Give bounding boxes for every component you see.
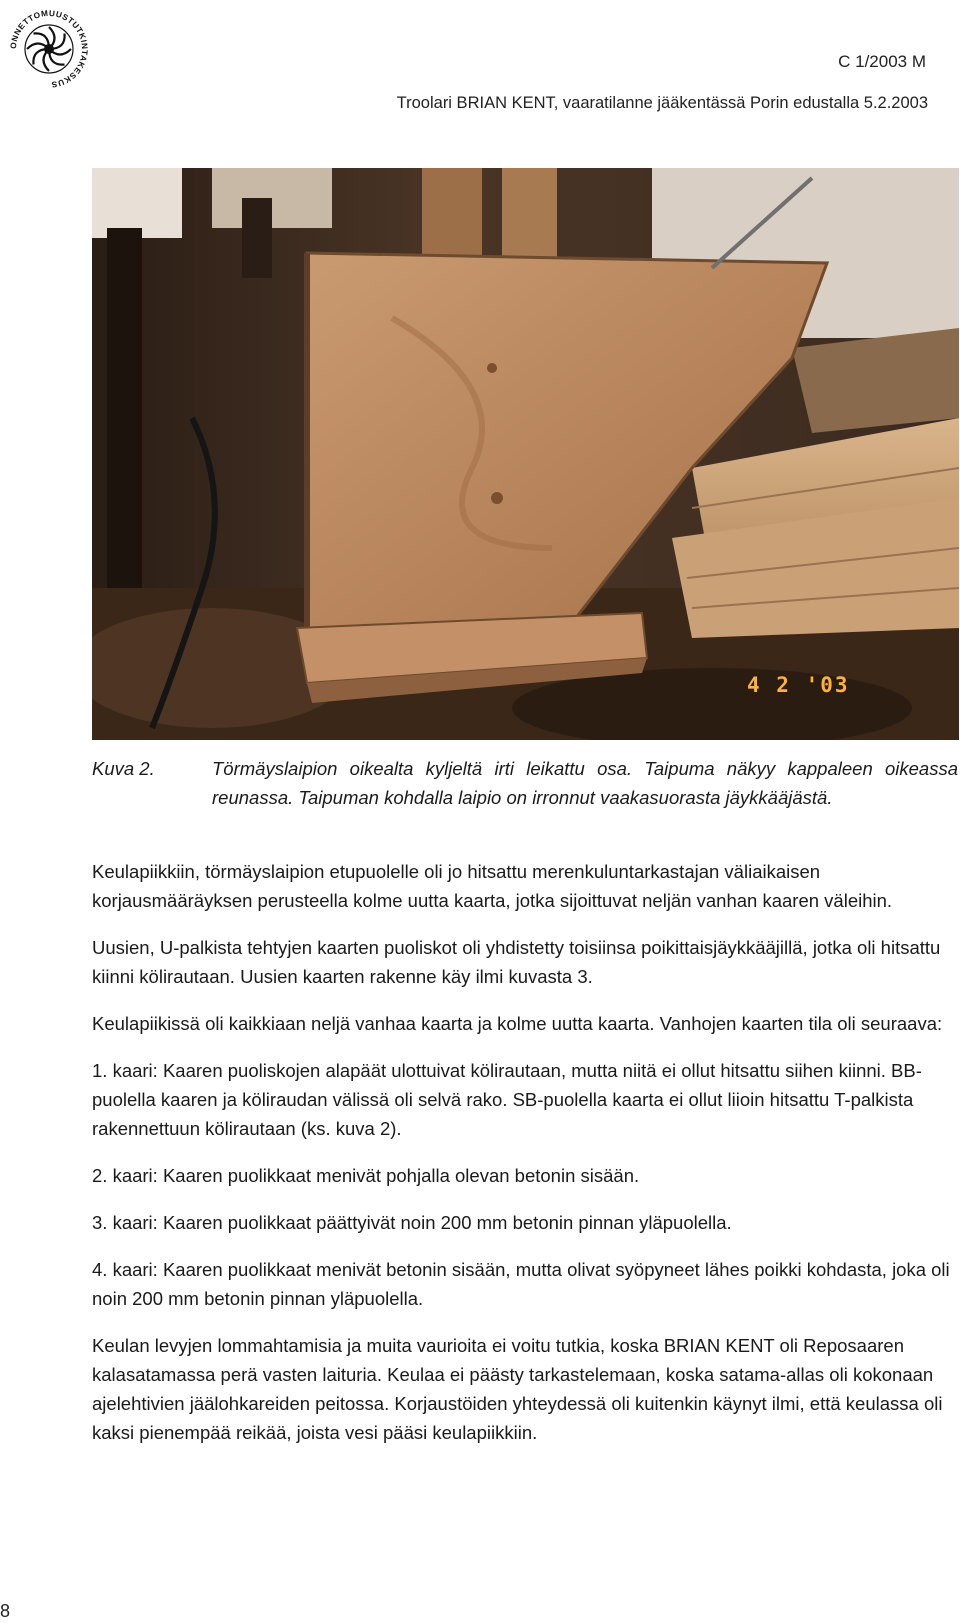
report-code: C 1/2003 M [838,52,926,71]
paragraph: 3. kaari: Kaaren puolikkaat päättyivät noin 200 mm betonin pinnan yläpuolella. [92,1212,732,1233]
agency-logo [8,8,90,90]
svg-text:ONNETTOMUUSTUTKINTAKESKUS: ONNETTOMUUSTUTKINTAKESKUS [8,8,90,90]
figure-caption [92,754,958,812]
figure-photo [92,168,959,740]
caption-label: Kuva 2. [92,758,155,779]
caption-text: Törmäyslaipion oikealta kyljeltä irti leikattu osa. Taipuma näkyy kappaleen oikeassa reunassa. Taipuman kohdalla laipio on irronnut vaakasuorasta jäykkääjästä. [212,758,958,808]
paragraph: 2. kaari: Kaaren puolikkaat menivät pohjalla olevan betonin sisään. [92,1165,640,1186]
paragraph: Keulapiikissä oli kaikkiaan neljä vanhaa kaarta ja kolme uutta kaarta. Vanhojen kaarten tila oli seuraava: [92,1013,943,1034]
photo-date-stamp: 4 2 '03 [747,673,850,697]
paragraph: 1. kaari: Kaaren puoliskojen alapäät ulottuivat kölirautaan, mutta niitä ei ollut hitsattu siihen kiinni. BB-puolella kaaren ja köliraudan välissä oli selvä rako. SB-puolella kaarta ei ollut liioin hitsattu T-palkista rakennettuun kölirautaan (ks. kuva 2). [92,1060,922,1139]
page-number: 8 [0,1601,11,1621]
body-text [92,857,958,1465]
paragraph: 4. kaari: Kaaren puolikkaat menivät betonin sisään, mutta olivat syöpyneet lähes poikki kohdasta, joka oli noin 200 mm betonin pinnan yläpuolella. [92,1259,950,1309]
paragraph: Keulapiikkiin, törmäyslaipion etupuolelle oli jo hitsattu merenkuluntarkastajan väliaikaisen korjausmääräyksen perusteella kolme uutta kaarta, jotka sijoittuvat neljän vanhan kaaren väleihin. [92,861,893,911]
paragraph: Uusien, U-palkista tehtyjen kaarten puoliskot oli yhdistetty toisiinsa poikittaisjäykkääjillä, jotka oli hitsattu kiinni kölirautaan. Uusien kaarten rakenne käy ilmi kuvasta 3. [92,937,941,987]
paragraph: Keulan levyjen lommahtamisia ja muita vaurioita ei voitu tutkia, koska BRIAN KENT oli Reposaaren kalasatamassa perä vasten laituria. Keulaa ei päästy tarkastelemaan, koska satama-allas oli kokonaan ajelehtivien jäälohkareiden peitossa. Korjaustöiden yhteydessä oli kuitenkin käynyt ilmi, että keulassa oli kaksi pienempää reikää, joista vesi pääsi keulapiikkiin. [92,1335,943,1443]
report-title: Troolari BRIAN KENT, vaaratilanne jääkentässä Porin edustalla 5.2.2003 [396,94,928,112]
